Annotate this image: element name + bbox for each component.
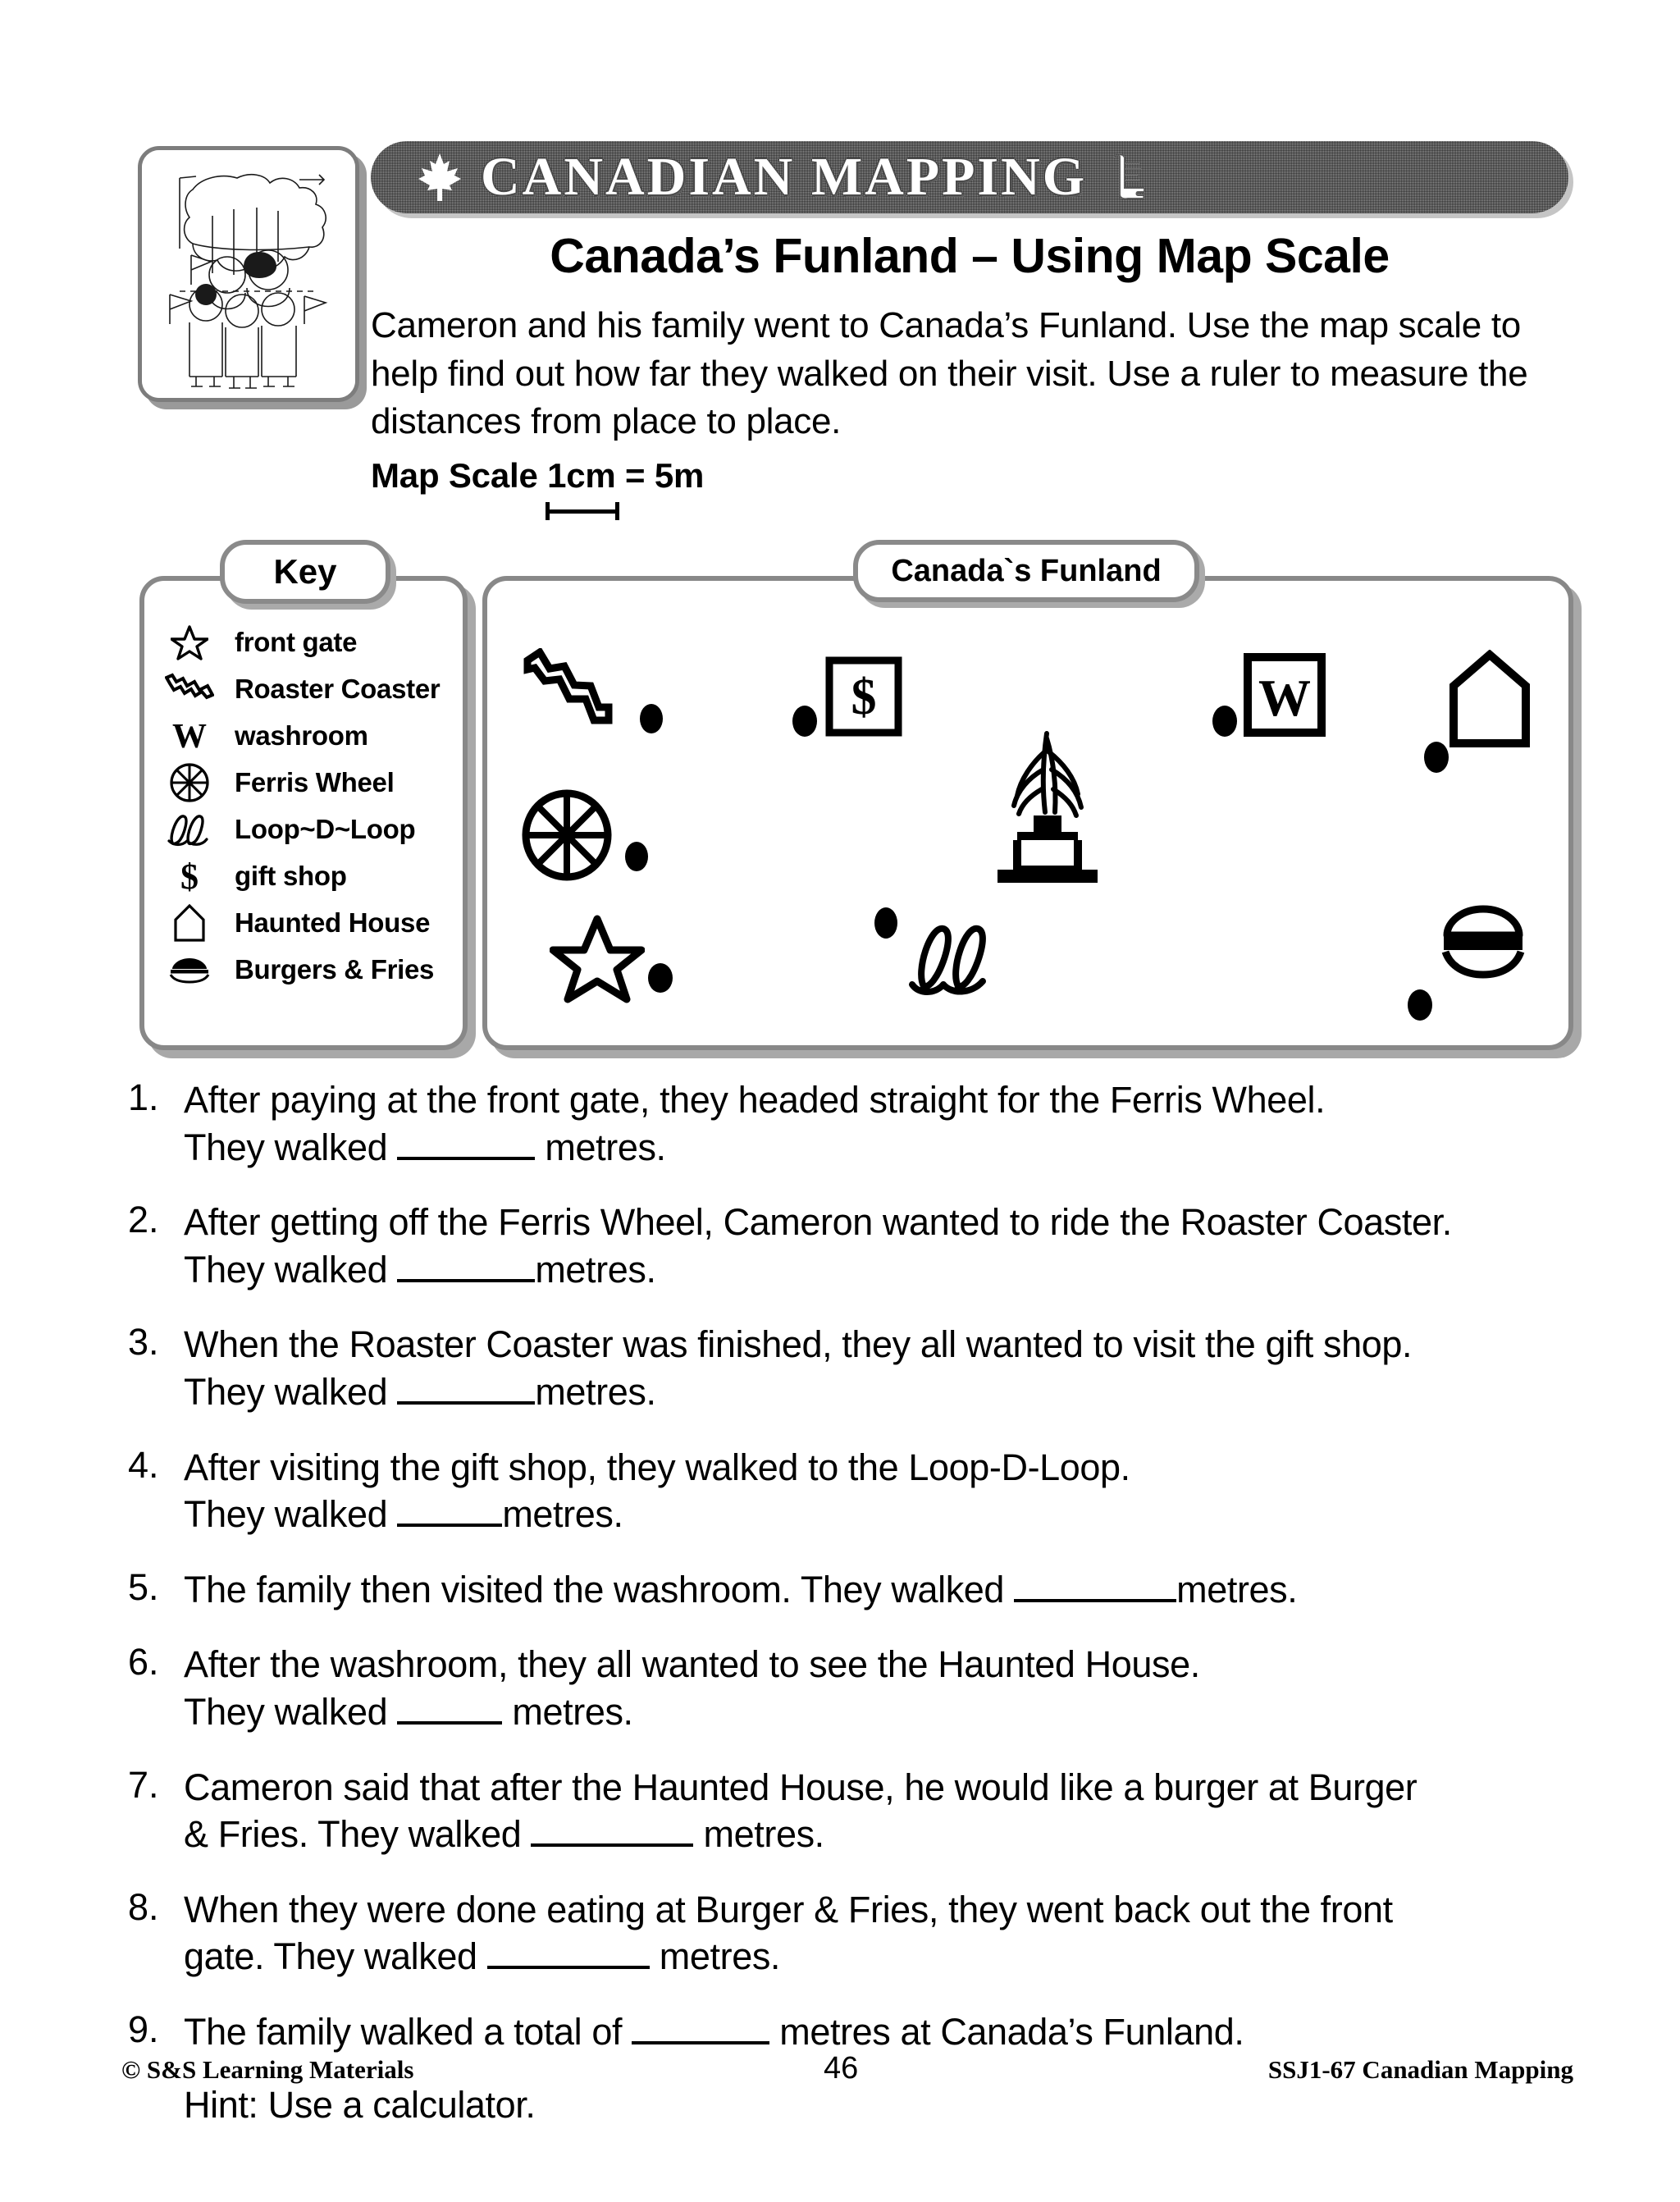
question-line-1: After getting off the Ferris Wheel, Cameron wanted to ride the Roaster Coaster. <box>184 1201 1452 1244</box>
maple-leaf-icon <box>417 152 463 203</box>
loop-d-loop-icon <box>144 811 235 847</box>
page-title: Canada’s Funland – Using Map Scale <box>550 229 1390 283</box>
key-item-label: Loop~D~Loop <box>235 813 416 844</box>
hint-text: Hint: Use a calculator. <box>184 2083 536 2126</box>
question-text <box>184 1566 1297 1614</box>
intro-paragraph: Cameron and his family went to Canada’s Funland. Use the map scale to help find out how far they walked on their visit. Use a ruler to measure the distances from place to place. <box>371 305 1528 442</box>
letter-w-boxed-icon <box>1244 653 1326 738</box>
map-dot-gift-shop <box>792 706 817 737</box>
footer-code: SSJ1-67 Canadian Mapping <box>1267 2055 1573 2084</box>
dollar-sign-boxed-icon <box>825 656 902 737</box>
key-item-ferris-wheel <box>144 759 463 806</box>
question-line-2-post: metres. <box>535 1370 656 1413</box>
question-number: 7. <box>128 1763 159 1806</box>
letter-w-icon <box>144 719 235 753</box>
key-item-loop-d-loop <box>144 806 463 852</box>
question-line-1: After visiting the gift shop, they walked to the Loop-D-Loop. <box>184 1446 1130 1488</box>
key-item-label: Burgers & Fries <box>235 953 435 985</box>
burger-icon <box>1437 904 1529 980</box>
key-tab <box>220 540 390 604</box>
question-number: 9. <box>128 2008 159 2050</box>
answer-blank[interactable] <box>487 1966 650 1969</box>
question-line-1: When they were done eating at Burger & Fries, they went back out the front <box>184 1888 1393 1930</box>
question-number: 6. <box>128 1641 159 1683</box>
question-line-1: After the washroom, they all wanted to see the Haunted House. <box>184 1643 1200 1686</box>
map-feature-loop-d-loop <box>907 919 1006 1002</box>
key-item-haunted-house <box>144 899 463 946</box>
question-line-2-pre: gate. They walked <box>184 1935 487 1978</box>
answer-blank[interactable] <box>397 1721 502 1725</box>
map-panel <box>482 576 1573 1050</box>
question-number: 1. <box>128 1076 159 1118</box>
answer-blank[interactable] <box>397 1524 502 1527</box>
question-line-2-pre: & Fries. They walked <box>184 1813 532 1856</box>
page-footer <box>121 2051 1573 2086</box>
question-number: 8. <box>128 1885 159 1928</box>
question-line-2-post: metres. <box>535 1126 666 1168</box>
question-line-2-post: metres. <box>693 1813 824 1856</box>
question-line-2-pre: They walked <box>184 1690 398 1733</box>
question-line-2-post: metres at Canada’s Funland. <box>769 2010 1244 2053</box>
map-feature-gift-shop <box>825 656 902 741</box>
question-number: 5. <box>128 1565 159 1608</box>
wavy-coaster-icon <box>523 648 630 738</box>
map-dot-haunted-house <box>1424 742 1449 773</box>
question-8 <box>121 1886 1590 1980</box>
dollar-sign-icon <box>144 857 235 895</box>
question-line-2-post: metres. <box>649 1935 781 1978</box>
question-5 <box>121 1566 1590 1614</box>
house-icon <box>144 903 235 943</box>
map-dot-washroom <box>1212 706 1237 737</box>
map-scale-bar <box>546 502 619 519</box>
key-item-front-gate <box>144 619 463 665</box>
map-dot-burgers-and-fries <box>1408 989 1432 1021</box>
ferris-wheel-icon <box>522 789 612 881</box>
loop-d-loop-icon <box>907 919 1006 998</box>
question-number: 2. <box>128 1199 159 1241</box>
map-scale-label: Map Scale 1cm = 5m <box>371 456 705 495</box>
burger-icon <box>144 956 235 984</box>
scale-line <box>546 509 619 514</box>
key-panel <box>139 576 468 1050</box>
key-item-label: Roaster Coaster <box>235 673 441 704</box>
question-6 <box>121 1641 1590 1735</box>
question-number: 4. <box>128 1443 159 1486</box>
question-line-2-post: metres. <box>502 1493 623 1536</box>
map-canvas <box>487 581 1568 1045</box>
question-line-2-post: metres. <box>535 1248 656 1291</box>
map-feature-burgers-and-fries <box>1437 904 1529 984</box>
scale-tick-right <box>615 502 619 520</box>
question-line-1: Cameron said that after the Haunted House, he would like a burger at Burger <box>184 1766 1418 1808</box>
banner <box>371 141 1568 213</box>
question-text <box>184 1444 1130 1538</box>
fountain-icon <box>973 727 1121 921</box>
question-line-2-pre: They walked <box>184 1126 398 1168</box>
question-line-1: The family then visited the washroom. They walked <box>184 1568 1015 1610</box>
key-item-label: Ferris Wheel <box>235 766 395 797</box>
banner-title: CANADIAN MAPPING <box>481 147 1088 207</box>
key-list <box>144 619 463 993</box>
question-line-2-pre: They walked <box>184 1493 398 1536</box>
svg-text:$: $ <box>180 857 199 895</box>
answer-blank[interactable] <box>397 1157 535 1160</box>
map-dot-roaster-coaster <box>640 704 663 733</box>
children-with-canada-map-illustration <box>142 150 355 398</box>
map-dot-ferris-wheel <box>625 842 648 871</box>
answer-blank[interactable] <box>531 1843 693 1847</box>
star-icon <box>144 624 235 660</box>
house-icon <box>1447 650 1532 748</box>
question-text <box>184 1199 1452 1293</box>
question-text <box>184 1764 1417 1858</box>
star-icon <box>550 914 645 1004</box>
question-line-2-post: metres. <box>1176 1568 1298 1610</box>
key-item-label: Haunted House <box>235 907 431 938</box>
map-dot-loop-d-loop <box>874 907 897 939</box>
questions-list <box>121 1076 1590 2127</box>
key-item-label: washroom <box>235 720 368 751</box>
answer-blank[interactable] <box>1014 1599 1176 1602</box>
svg-text:W: W <box>1258 669 1311 727</box>
key-item-burgers-and-fries <box>144 946 463 993</box>
wavy-coaster-icon <box>144 673 235 706</box>
question-text <box>184 1886 1393 1980</box>
answer-blank[interactable] <box>397 1279 535 1282</box>
key-item-gift-shop <box>144 852 463 899</box>
question-7 <box>121 1764 1590 1858</box>
question-9 <box>121 2008 1590 2056</box>
map-dot-front-gate <box>648 963 673 993</box>
footer-page-number: 46 <box>824 2051 859 2086</box>
question-3 <box>121 1321 1590 1415</box>
question-line-2-pre: They walked <box>184 1370 398 1413</box>
question-line-2-pre: They walked <box>184 1248 398 1291</box>
question-line-2-post: metres. <box>502 1690 633 1733</box>
map-feature-fountain <box>973 727 1121 925</box>
key-item-label: front gate <box>235 626 358 657</box>
ferris-wheel-icon <box>144 762 235 803</box>
question-line-1: After paying at the front gate, they headed straight for the Ferris Wheel. <box>184 1079 1326 1121</box>
answer-blank[interactable] <box>632 2041 769 2044</box>
footer-copyright: © S&S Learning Materials <box>121 2055 414 2084</box>
question-1 <box>121 1076 1590 1171</box>
question-text <box>184 1321 1412 1415</box>
question-number: 3. <box>128 1321 159 1364</box>
question-text <box>184 2008 1244 2056</box>
question-4 <box>121 1444 1590 1538</box>
map-scroll-icon <box>1108 152 1148 203</box>
question-line-1: The family walked a total of <box>184 2010 632 2053</box>
question-line-1: When the Roaster Coaster was finished, they all wanted to visit the gift shop. <box>184 1323 1413 1366</box>
key-item-washroom <box>144 712 463 759</box>
map-feature-ferris-wheel <box>522 789 612 885</box>
key-item-label: gift shop <box>235 860 347 891</box>
question-text <box>184 1076 1325 1171</box>
question-2 <box>121 1199 1590 1293</box>
key-tab-label: Key <box>273 552 337 591</box>
answer-blank[interactable] <box>397 1401 535 1405</box>
header-thumbnail <box>138 146 359 402</box>
map-feature-roaster-coaster <box>523 648 630 742</box>
map-feature-washroom <box>1244 653 1326 742</box>
svg-text:$: $ <box>851 669 877 725</box>
map-tab-label: Canada`s Funland <box>891 553 1162 588</box>
svg-text:W: W <box>172 718 207 753</box>
map-feature-front-gate <box>550 914 645 1008</box>
question-text <box>184 1641 1200 1735</box>
map-tab <box>853 540 1199 602</box>
map-feature-haunted-house <box>1447 650 1532 752</box>
key-item-roaster-coaster <box>144 665 463 712</box>
